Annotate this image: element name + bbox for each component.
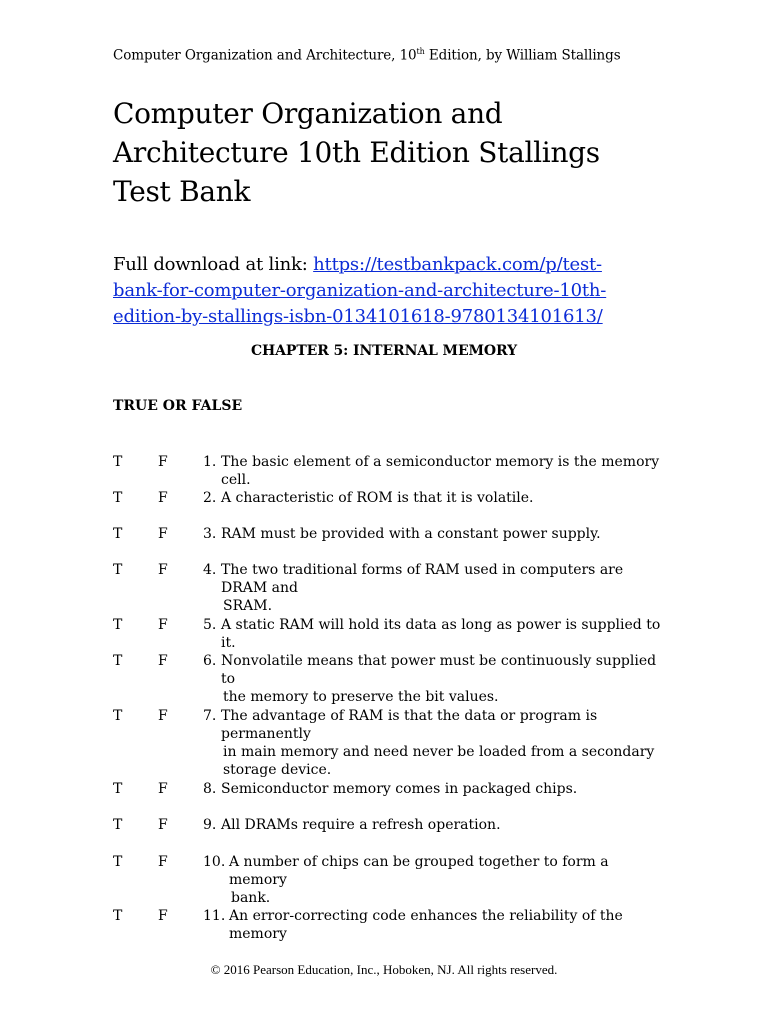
question-text [221,489,661,507]
question-text [229,907,669,943]
true-option[interactable]: T [113,454,123,470]
running-header-superscript: th [416,47,425,56]
running-header [113,47,621,64]
question-text [221,453,661,489]
question-text [221,561,661,615]
question-text-line: The two traditional forms of RAM used in computers are DRAM and [221,562,624,596]
true-option[interactable]: T [113,526,123,542]
section-heading: TRUE OR FALSE [113,398,243,414]
true-option[interactable]: T [113,490,123,506]
question-number: 1. [203,454,217,470]
false-option[interactable]: F [158,617,168,633]
question-number: 2. [203,490,217,506]
question-text-line: A characteristic of ROM is that it is volatile. [221,490,534,506]
copyright-footer: © 2016 Pearson Education, Inc., Hoboken, NJ. All rights reserved. [210,962,558,977]
question-number: 3. [203,526,217,542]
question-number: 9. [203,817,217,833]
false-option[interactable]: F [158,454,168,470]
download-label: Full download at link: [113,254,314,275]
question-text-line: Semiconductor memory comes in packaged chips. [221,781,578,797]
download-link-line-3: edition-by-stallings-isbn-0134101618-9780134101613/ [113,306,603,327]
question-text-line: A static RAM will hold its data as long as power is supplied to it. [221,617,661,651]
question-text [221,707,661,779]
false-option[interactable]: F [158,562,168,578]
question-text-line: The advantage of RAM is that the data or program is permanently [221,708,598,742]
false-option[interactable]: F [158,854,168,870]
download-link-line-1: https://testbankpack.com/p/test- [313,254,602,275]
true-option[interactable]: T [113,854,123,870]
true-option[interactable]: T [113,653,123,669]
question-number: 8. [203,781,217,797]
question-text-line: RAM must be provided with a constant power supply. [221,526,601,542]
question-text [221,525,661,543]
question-text-line: bank. [231,890,271,906]
true-option[interactable]: T [113,617,123,633]
true-option[interactable]: T [113,908,123,924]
question-text [221,816,661,834]
true-option[interactable]: T [113,708,123,724]
question-text-line: An error-correcting code enhances the reliability of the memory [229,908,623,942]
question-number: 11. [203,908,226,924]
question-text-line: The basic element of a semiconductor memory is the memory cell. [221,454,660,488]
question-text-line: in main memory and need never be loaded from a secondary [223,744,655,760]
running-header-text: Computer Organization and Architecture, 10 [113,47,417,64]
question-number: 4. [203,562,217,578]
question-text-line: Nonvolatile means that power must be continuously supplied to [221,653,657,687]
title-line-2: Architecture 10th Edition Stallings [113,136,600,169]
question-text-line: A number of chips can be grouped together to form a memory [229,854,609,888]
title-line-1: Computer Organization and [113,97,503,130]
false-option[interactable]: F [158,653,168,669]
question-text-line: SRAM. [223,598,273,614]
question-text [221,780,661,798]
question-number: 6. [203,653,217,669]
question-text [221,616,661,652]
question-text-line: storage device. [223,762,332,778]
question-text [229,853,669,907]
download-link-line-2: bank-for-computer-organization-and-architecture-10th- [113,280,607,301]
false-option[interactable]: F [158,781,168,797]
false-option[interactable]: F [158,817,168,833]
question-number: 5. [203,617,217,633]
document-title [113,94,600,211]
download-paragraph [113,252,673,330]
question-number: 7. [203,708,217,724]
chapter-heading: CHAPTER 5: INTERNAL MEMORY [250,343,518,359]
question-text [221,652,661,706]
title-line-3: Test Bank [113,175,251,208]
true-option[interactable]: T [113,781,123,797]
false-option[interactable]: F [158,490,168,506]
question-text-line: the memory to preserve the bit values. [223,689,499,705]
question-text-line: All DRAMs require a refresh operation. [221,817,501,833]
question-number: 10. [203,854,226,870]
false-option[interactable]: F [158,708,168,724]
true-option[interactable]: T [113,562,123,578]
true-option[interactable]: T [113,817,123,833]
running-header-text-end: Edition, by William Stallings [424,47,621,64]
false-option[interactable]: F [158,908,168,924]
false-option[interactable]: F [158,526,168,542]
